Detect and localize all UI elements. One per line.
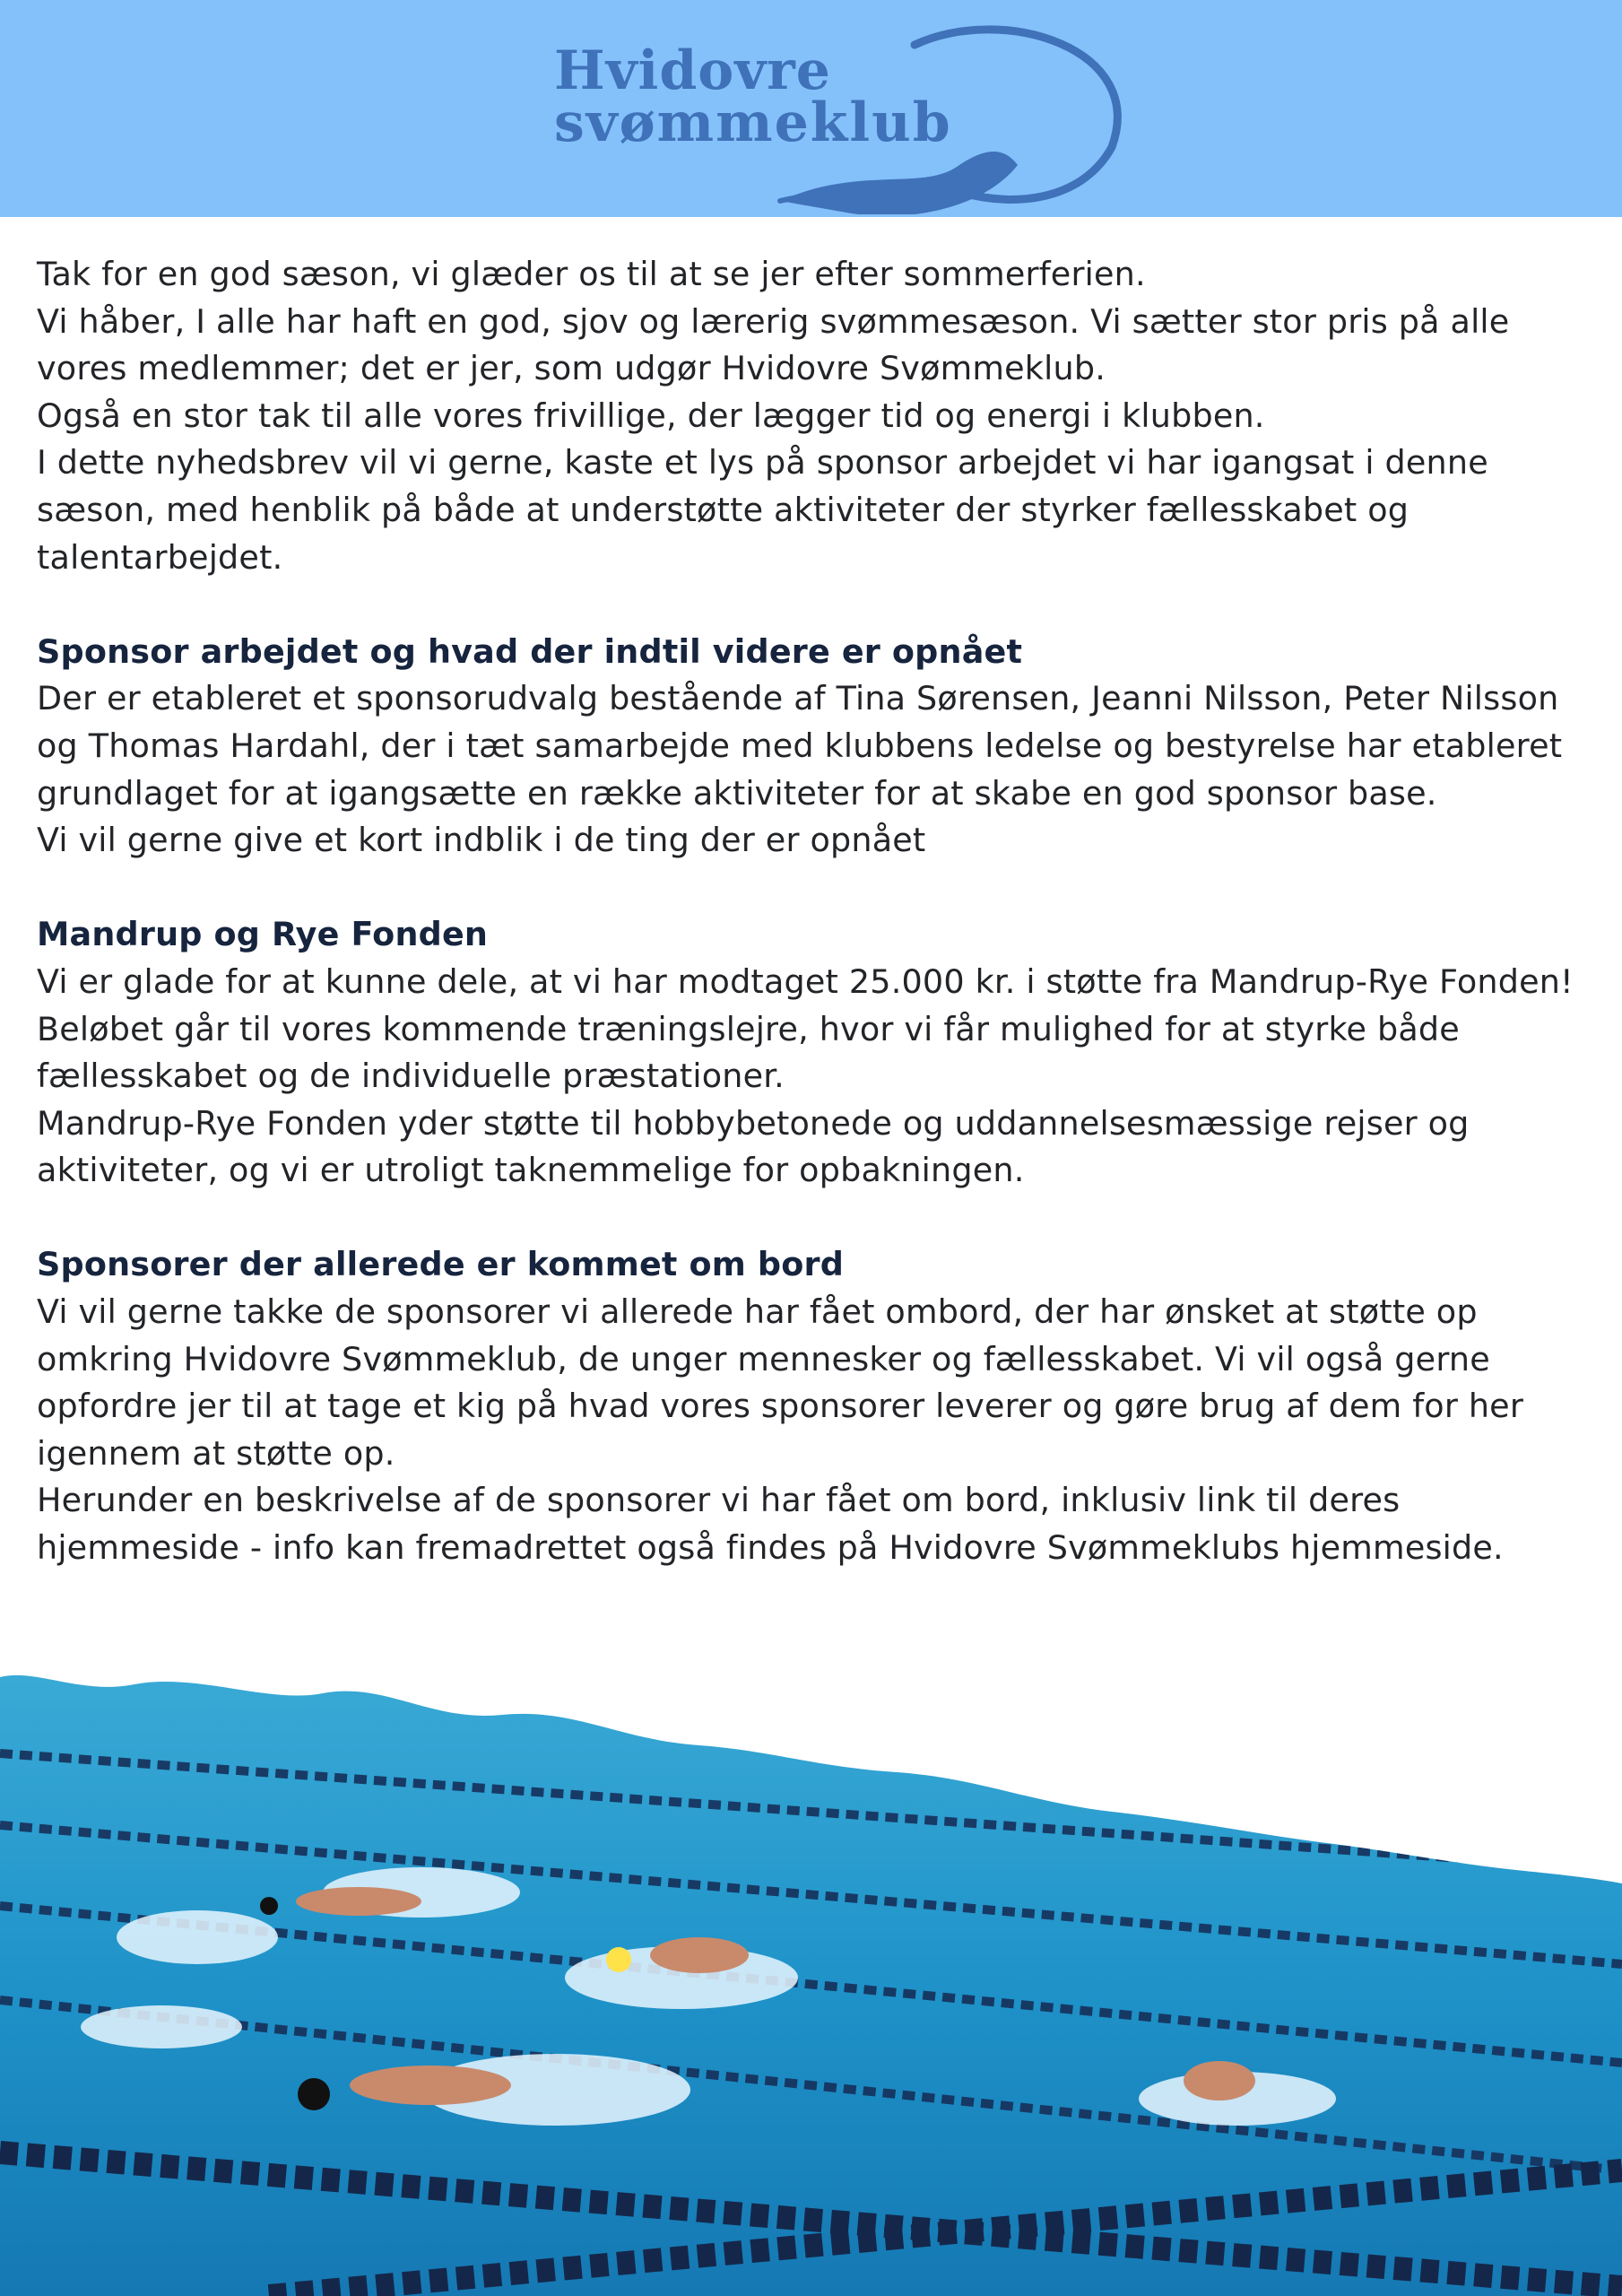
club-logo <box>538 13 1130 214</box>
section1-paragraph-2: Vi vil gerne give et kort indblik i de ting der er opnået <box>37 821 926 860</box>
logo-line2: svømmeklub <box>554 91 952 154</box>
intro-paragraph-1: Tak for en god sæson, vi glæder os til at se jer efter sommerferien. <box>37 255 1146 293</box>
section-spacer <box>37 581 1597 629</box>
section2-paragraph-2: Mandrup-Rye Fonden yder støtte til hobbybetonede og uddannelsesmæssige rejser og aktiviteter, og vi er utroligt taknemmelige for opbakningen. <box>37 1103 1470 1190</box>
intro-paragraph-2: Vi håber, I alle har haft en god, sjov og lærerig svømmesæson. Vi sætter stor pris på alle vores medlemmer; det er jer, som udgør Hvidovre Svømmeklub. <box>37 301 1510 388</box>
swimming-pool-photo <box>0 1668 1622 2296</box>
section-spacer <box>37 865 1597 912</box>
section1-paragraph-1: Der er etableret et sponsorudvalg bestående af Tina Sørensen, Jeanni Nilsson, Peter Nilsson og Thomas Hardahl, der i tæt samarbejde med klubbens ledelse og bestyrelse har etableret grundlaget for at igangsætte en række aktiviteter for at skabe en god sponsor base. <box>37 679 1563 813</box>
logo-line1: Hvidovre <box>554 39 831 102</box>
section-heading-sponsors-onboard: Sponsorer der allerede er kommet om bord <box>37 1245 845 1284</box>
section-heading-mandrup-rye: Mandrup og Rye Fonden <box>37 915 489 954</box>
intro-paragraph-4: I dette nyhedsbrev vil vi gerne, kaste et lys på sponsor arbejdet vi har igangsat i denne sæson, med henblik på både at understøtte aktiviteter der styrker fællesskabet og talentarbejdet. <box>37 443 1488 577</box>
section3-paragraph-2: Herunder en beskrivelse af de sponsorer vi har fået om bord, inklusiv link til deres hjemmeside - info kan fremadrettet også findes på Hvidovre Svømmeklubs hjemmeside. <box>37 1481 1504 1568</box>
section2-paragraph-1: Vi er glade for at kunne dele, at vi har modtaget 25.000 kr. i støtte fra Mandrup-Rye Fonden! Beløbet går til vores kommende træningslejre, hvor vi får mulighed for at styrke både fællesskabet og de individuelle præstationer. <box>37 961 1574 1096</box>
newsletter-body <box>37 251 1597 1572</box>
section-spacer <box>37 1195 1597 1242</box>
section3-paragraph-1: Vi vil gerne takke de sponsorer vi allerede har fået ombord, der har ønsket at støtte op omkring Hvidovre Svømmeklub, de unger mennesker og fællesskabet. Vi vil også gerne opfordre jer til at tage et kig på hvad vores sponsorer leverer og gøre brug af dem for her igennem at støtte op. <box>37 1292 1524 1473</box>
intro-paragraph-3: Også en stor tak til alle vores frivillige, der lægger tid og energi i klubben. <box>37 396 1265 435</box>
section-heading-sponsor-work: Sponsor arbejdet og hvad der indtil videre er opnået <box>37 631 1023 671</box>
